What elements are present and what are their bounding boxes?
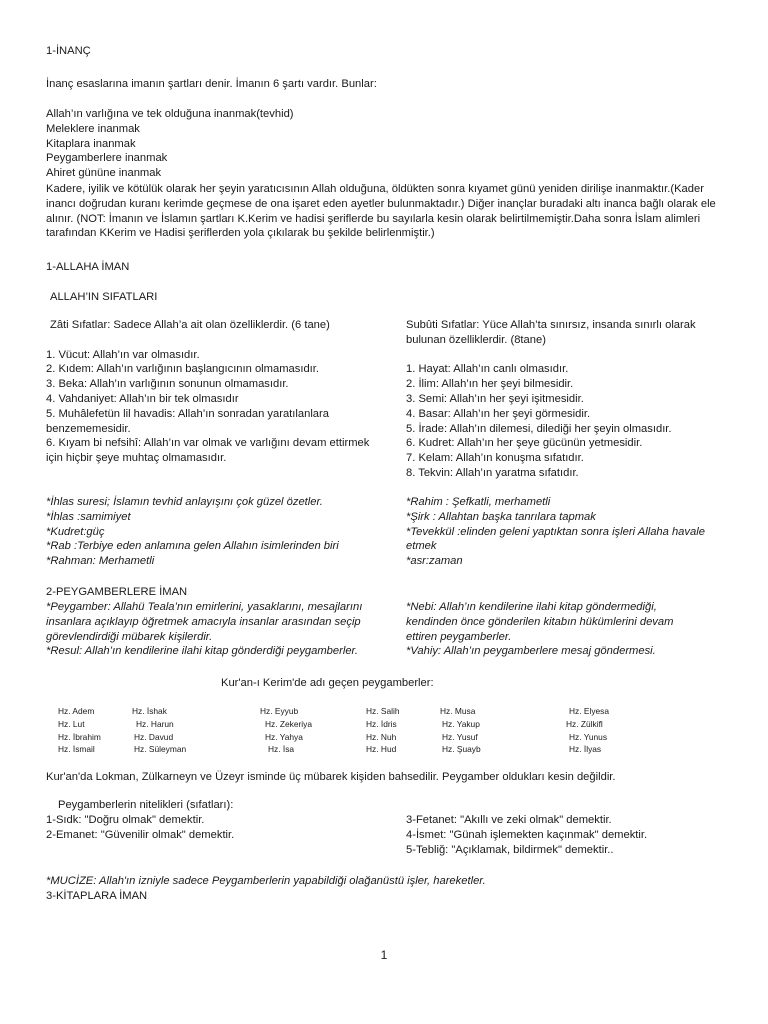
prophet-name: Hz. Salih	[366, 706, 400, 716]
note-item: *asr:zaman	[406, 555, 463, 568]
prophet-name: Hz. Harun	[136, 718, 174, 729]
page-number: 1	[380, 948, 388, 962]
traits-left	[46, 813, 386, 843]
trait-item: 5-Tebliğ: "Açıklamak, bildirmek" demektir..	[406, 843, 614, 856]
prophet-name: Hz. İdris	[366, 718, 397, 729]
note-item: *Şirk : Allahtan başka tanrılara tapmak	[406, 510, 596, 523]
prophet-name: Hz. Adem	[58, 706, 95, 716]
prophet-name: Hz. Zülkifl	[566, 718, 603, 729]
prophet-name: Hz. Yakup	[442, 718, 480, 729]
list-item: 5. İrade: Allah’ın dilemesi, dilediği her şeyin olmasıdır.	[406, 422, 672, 435]
prophet-name: Hz. Hud	[366, 744, 397, 755]
list-item: 8. Tekvin: Allah’ın yaratma sıfatıdır.	[406, 466, 579, 479]
subuti-title: Subûti Sıfatlar: Yüce Allah’ta sınırsız, insanda sınırlı olarak bulunan özelliklerdir. (8tane)	[406, 319, 696, 346]
note-item: *Tevekkül :elinden geleni yaptıktan sonra işleri Allaha havale etmek	[406, 525, 705, 553]
subuti-notes	[406, 495, 706, 569]
heading-allahin-sifatlari: ALLAH’IN SIFATLARI	[50, 291, 158, 303]
prophet-name: Hz. Süleyman	[134, 744, 187, 755]
trait-item: 1-Sıdk: "Doğru olmak" demektir.	[46, 814, 205, 826]
iman-conditions-list	[46, 107, 294, 181]
prophet-column	[440, 705, 481, 756]
note-item: *Rahim : Şefkatli, merhametli	[406, 496, 551, 508]
list-item: 6. Kıyam bi nefsihî: Allah’ın var olmak ve varlığını devam ettirmek için hiçbir şeye muhtaç olmamasıdır.	[46, 437, 370, 465]
prophet-name: Hz. Elyesa	[569, 706, 610, 716]
list-item: 6. Kudret: Allah’ın her şeye gücünün yetmesidir.	[406, 437, 643, 450]
heading-allaha-iman: 1-ALLAHA İMAN	[46, 261, 130, 273]
trait-item: 3-Fetanet: "Akıllı ve zeki olmak" demektir.	[406, 814, 612, 826]
note-item: *Vahiy: Allah’ın peygamberlere mesaj göndermesi.	[406, 645, 656, 658]
prophet-name: Hz. İshak	[132, 706, 167, 716]
traits-title: Peygamberlerin nitelikleri (sıfatları):	[58, 799, 234, 811]
prophet-column	[260, 705, 312, 756]
peygamber-left-notes	[46, 600, 366, 659]
list-item: 3. Semi: Allah’ın her şeyi işitmesidir.	[406, 392, 584, 405]
trait-item: 4-İsmet: "Günah işlemekten kaçınmak" demektir.	[406, 828, 648, 841]
prophet-name: Hz. İbrahim	[58, 731, 101, 742]
list-item: Ahiret gününe inanmak	[46, 167, 162, 180]
prophet-name: Hz. Yusuf	[442, 731, 478, 742]
zati-title: Zâti Sıfatlar: Sadece Allah’a ait olan özelliklerdir. (6 tane)	[50, 319, 330, 331]
heading-peygamberlere-iman: 2-PEYGAMBERLERE İMAN	[46, 586, 188, 598]
note-item: *İhlas suresi; İslamın tevhid anlayışını çok güzel özetler.	[46, 496, 323, 508]
list-item: Allah’ın varlığına ve tek olduğuna inanmak(tevhid)	[46, 108, 294, 120]
prophet-column	[132, 705, 186, 756]
note-item: *İhlas :samimiyet	[46, 510, 131, 523]
list-item: 5. Muhâlefetün lil havadis: Allah’ın sonradan yaratılanlara benzememesidir.	[46, 407, 329, 435]
list-item: Peygamberlere inanmak	[46, 152, 168, 165]
list-item: 3. Beka: Allah’ın varlığının sonunun olmamasıdır.	[46, 378, 289, 391]
prophet-name: Hz. Lut	[58, 718, 85, 729]
prophet-name: Hz. Zekeriya	[265, 718, 313, 729]
prophet-column	[58, 705, 101, 756]
mucize-note: *MUCİZE: Allah'ın izniyle sadece Peygamberlerin yapabildiği olağanüstü işler, hareketler.	[46, 875, 486, 887]
note-item: *Kudret:güç	[46, 525, 105, 538]
list-item: 1. Vücut: Allah’ın var olmasıdır.	[46, 348, 200, 361]
prophets-table-title: Kur'an-ı Kerim'de adı geçen peygamberler:	[221, 677, 434, 689]
prophet-name: Hz. Yahya	[265, 731, 303, 742]
heading-inanc: 1-İNANÇ	[46, 45, 91, 57]
lokman-note: Kur'an'da Lokman, Zülkarneyn ve Üzeyr isminde üç mübarek kişiden bahsedilir. Peygamber oldukları kesin değildir.	[46, 771, 616, 783]
prophet-name: Hz. Eyyub	[260, 706, 299, 716]
note-item: *Nebi: Allah’ın kendilerine ilahi kitap göndermediği, kendinden önce gönderilen kitabın hükümlerini devam ettiren peygamberler.	[406, 601, 674, 643]
list-item: 4. Vahdaniyet: Allah’ın bir tek olmasıdır	[46, 392, 239, 405]
prophet-name: Hz. Musa	[440, 706, 476, 716]
intro-text: İnanç esaslarına imanın şartları denir. İmanın 6 şartı vardır. Bunlar:	[46, 78, 377, 90]
list-item: 2. Kıdem: Allah’ın varlığının başlangıcının olmamasıdır.	[46, 363, 319, 376]
note-item: *Peygamber: Allahü Teala’nın emirlerini, yasaklarını, mesajlarını insanlara açıklayıp öğretmek amacıyla insanlar arasından seçip görevlendirdiği mübarek kişilerdir.	[46, 601, 363, 643]
list-item: 1. Hayat: Allah’ın canlı olmasıdır.	[406, 363, 569, 376]
prophet-name: Hz. Nuh	[366, 731, 397, 742]
trait-item: 2-Emanet: "Güvenilir olmak" demektir.	[46, 828, 235, 841]
heading-kitaplara-iman: 3-KİTAPLARA İMAN	[46, 890, 148, 902]
prophet-name: Hz. İlyas	[569, 744, 602, 755]
list-item: 7. Kelam: Allah’ın konuşma sıfatıdır.	[406, 452, 584, 465]
prophet-column	[566, 705, 610, 756]
kader-paragraph: Kadere, iyilik ve kötülük olarak her şeyin yaratıcısının Allah olduğuna, öldükten sonra kıyamet günü yeniden dirilişe inanmaktır.(Kader inancı doğrudan kuranı kerimde geçmese de ona işaret eden ayetler bulunmaktadır.) Diğer inançlar buradaki altı inanca bağlı olarak ele alınır. (NOT: İmanın ve İslamın şartları K.Kerim ve hadisi şeriflerde bu sayılarla kesin olarak belirtilmemiştir.Daha sonra İslam alimleri tarafından KKerim ve Hadisi şeriflerden yola çıkılarak bu şekilde belirlenmiştir.)	[46, 183, 716, 240]
list-item: 2. İlim: Allah’ın her şeyi bilmesidir.	[406, 378, 574, 391]
zati-column	[46, 318, 386, 466]
prophet-name: Hz. Davud	[134, 731, 174, 742]
peygamber-right-notes	[406, 600, 706, 659]
note-item: *Rahman: Merhametli	[46, 555, 155, 568]
list-item: Meleklere inanmak	[46, 122, 140, 135]
prophet-name: Hz. İsa	[268, 744, 295, 755]
prophet-name: Hz. Yunus	[569, 731, 608, 742]
note-item: *Rab :Terbiye eden anlamına gelen Allahın isimlerinden biri	[46, 540, 339, 553]
prophet-column	[366, 705, 400, 756]
prophet-name: Hz. Şuayb	[442, 744, 481, 755]
list-item: Kitaplara inanmak	[46, 137, 136, 150]
subuti-column	[406, 318, 726, 481]
prophet-name: Hz. İsmail	[58, 744, 95, 755]
list-item: 4. Basar: Allah’ın her şeyi görmesidir.	[406, 407, 591, 420]
zati-notes	[46, 495, 386, 569]
note-item: *Resul: Allah’ın kendilerine ilahi kitap gönderdiği peygamberler.	[46, 645, 358, 658]
traits-right	[406, 813, 726, 857]
